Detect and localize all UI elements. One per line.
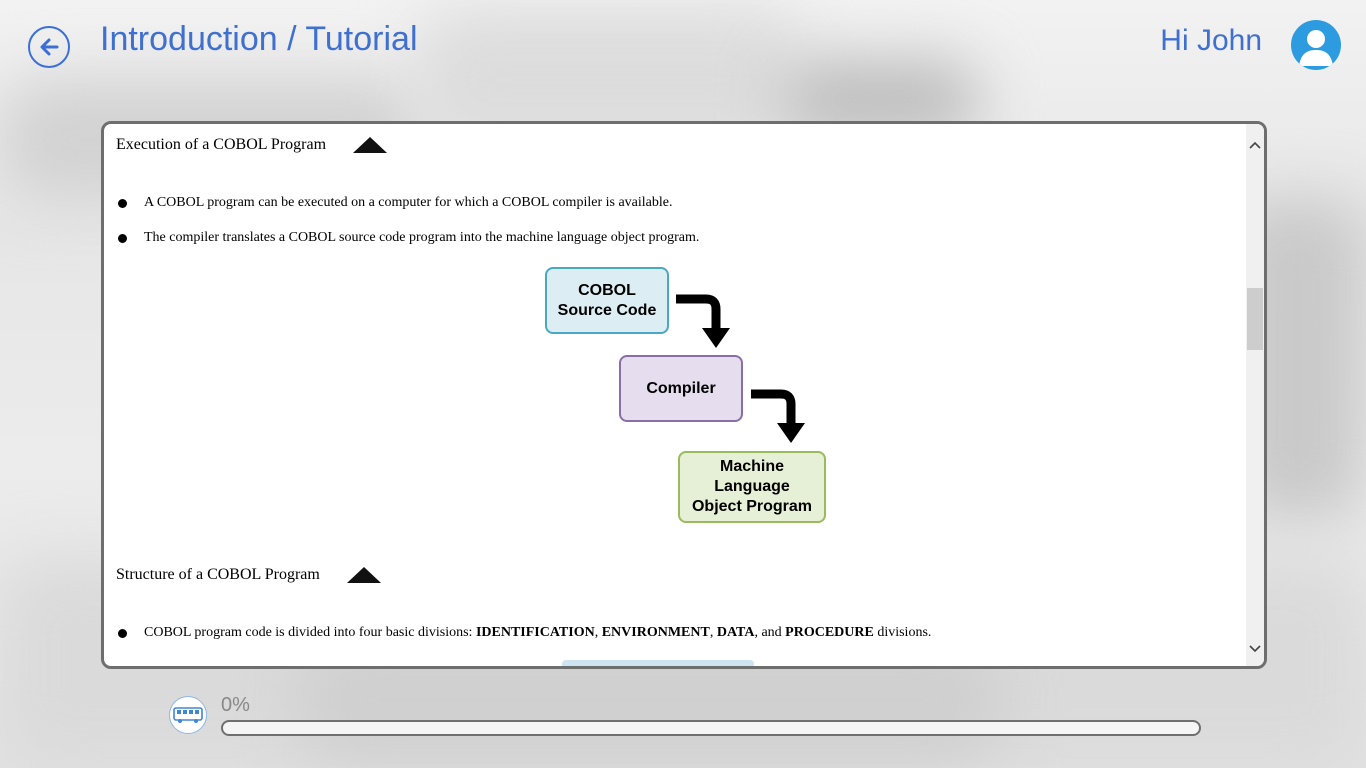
- app-header: [0, 0, 1366, 90]
- list-item: [116, 195, 672, 211]
- scroll-down-button[interactable]: [1246, 638, 1264, 660]
- progress-area: [0, 690, 1366, 768]
- next-diagram-peek: [562, 660, 754, 666]
- bullet-icon: [118, 199, 127, 208]
- user-avatar[interactable]: [1291, 20, 1341, 70]
- bullet-text: A COBOL program can be executed on a computer for which a COBOL compiler is available.: [144, 195, 673, 210]
- scroll-up-button[interactable]: [1246, 134, 1264, 156]
- tutorial-content: [104, 124, 1244, 666]
- bullet-icon: [118, 629, 127, 638]
- section-header-execution: [116, 136, 387, 154]
- list-item: [116, 625, 931, 641]
- user-icon: [1291, 20, 1341, 70]
- diagram-box-machine-language: Machine Language Object Program: [678, 451, 826, 523]
- bus-icon: [169, 696, 207, 734]
- flow-arrow-icon: [674, 294, 734, 352]
- progress-bar: [221, 720, 1201, 736]
- bullet-text: The compiler translates a COBOL source code program into the machine language object program.: [144, 230, 700, 245]
- tutorial-panel: [101, 121, 1267, 669]
- section-title: Structure of a COBOL Program: [116, 566, 320, 583]
- section-header-structure: [116, 566, 381, 584]
- bullet-text: COBOL program code is divided into four basic divisions: IDENTIFICATION, ENVIRONMENT, DATA, and PROCEDURE divisions.: [144, 625, 932, 640]
- flow-arrow-icon: [749, 389, 809, 447]
- bullet-icon: [118, 234, 127, 243]
- collapse-triangle-icon[interactable]: [353, 137, 387, 153]
- progress-percent: 0%: [221, 694, 250, 716]
- page-title: Introduction / Tutorial: [100, 20, 418, 58]
- diagram-box-compiler: Compiler: [619, 355, 743, 422]
- diagram-box-source-code: COBOL Source Code: [545, 267, 669, 334]
- back-button[interactable]: [28, 26, 70, 68]
- user-greeting: Hi John: [1160, 24, 1262, 57]
- vertical-scrollbar[interactable]: [1246, 124, 1264, 666]
- bus-glyph-icon: [173, 706, 203, 724]
- chevron-up-icon: [1249, 141, 1261, 149]
- chevron-down-icon: [1249, 645, 1261, 653]
- arrow-left-icon: [37, 35, 61, 59]
- scroll-thumb[interactable]: [1247, 288, 1263, 350]
- list-item: [116, 230, 699, 246]
- collapse-triangle-icon[interactable]: [347, 567, 381, 583]
- section-title: Execution of a COBOL Program: [116, 136, 327, 153]
